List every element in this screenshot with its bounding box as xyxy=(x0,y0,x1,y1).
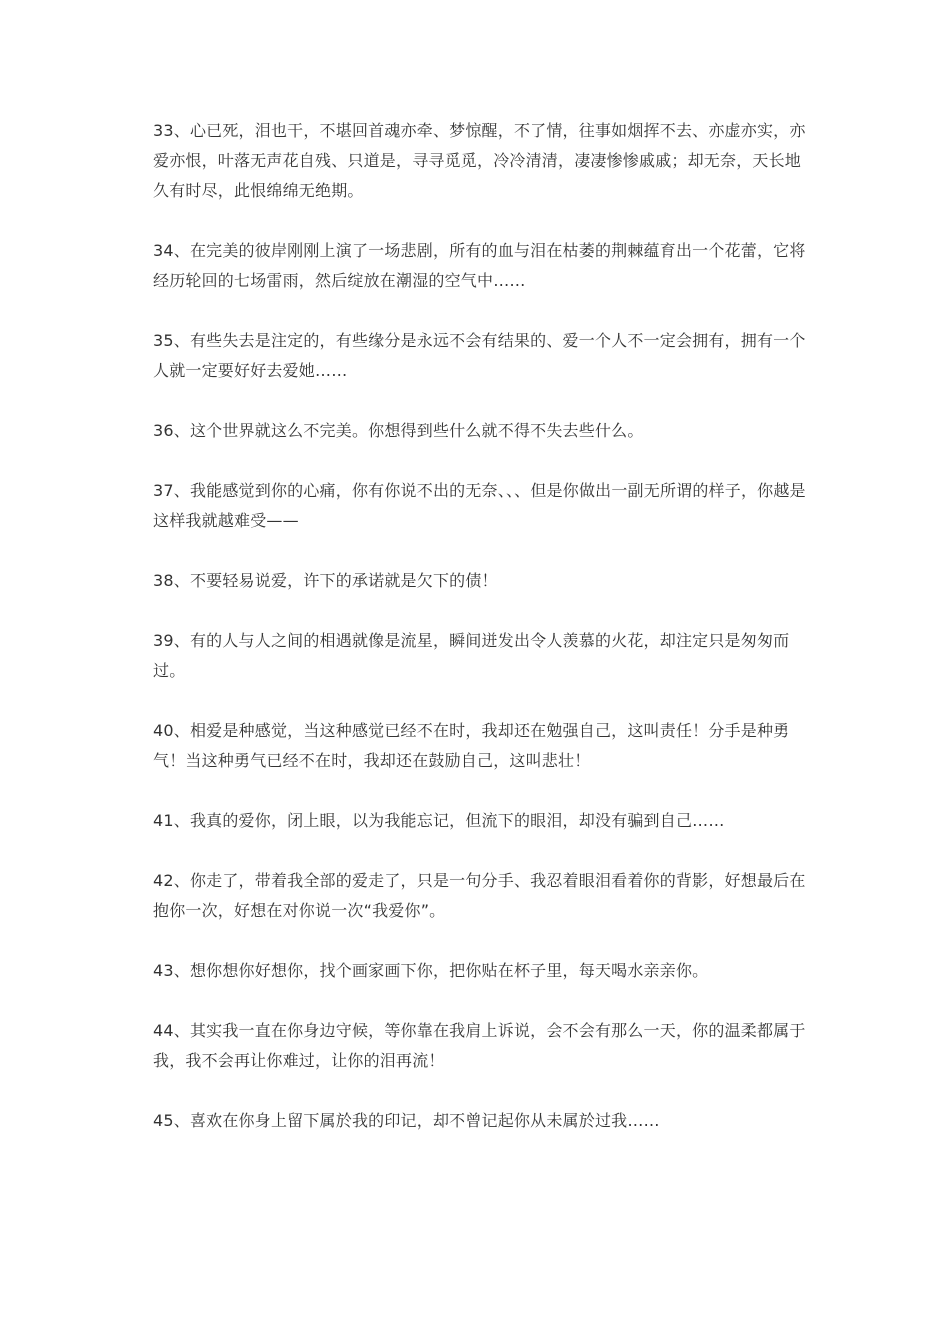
paragraph-37: 37、我能感觉到你的心痛，你有你说不出的无奈、、、但是你做出一副无所谓的样子，你越是这样我就越难受—— xyxy=(153,481,806,530)
paragraph-45: 45、喜欢在你身上留下属於我的印记，却不曾记起你从未属於过我…… xyxy=(153,1111,660,1130)
paragraph-40: 40、相爱是种感觉，当这种感觉已经不在时，我却还在勉强自己，这叫责任！分手是种勇气！当这种勇气已经不在时，我却还在鼓励自己，这叫悲壮！ xyxy=(153,721,790,770)
paragraph-43: 43、想你想你好想你，找个画家画下你，把你贴在杯子里，每天喝水亲亲你。 xyxy=(153,961,709,980)
paragraph-44: 44、其实我一直在你身边守候，等你靠在我肩上诉说，会不会有那么一天，你的温柔都属于我，我不会再让你难过，让你的泪再流！ xyxy=(153,1021,806,1070)
paragraph-35: 35、有些失去是注定的，有些缘分是永远不会有结果的、爱一个人不一定会拥有，拥有一个人就一定要好好去爱她…… xyxy=(153,331,806,380)
paragraph-34: 34、在完美的彼岸刚刚上演了一场悲剧，所有的血与泪在枯萎的荆棘蕴育出一个花蕾，它将经历轮回的七场雷雨，然后绽放在潮湿的空气中…… xyxy=(153,241,806,290)
paragraph-41: 41、我真的爱你，闭上眼，以为我能忘记，但流下的眼泪，却没有骗到自己…… xyxy=(153,811,725,830)
paragraph-33: 33、心已死，泪也干，不堪回首魂亦牵、梦惊醒，不了情，往事如烟挥不去、亦虚亦实，亦爱亦恨，叶落无声花自残、只道是，寻寻觅觅，冷冷清清，凄凄惨惨戚戚；却无奈，天长地久有时尽，此恨绵绵无绝期。 xyxy=(153,121,806,200)
paragraph-39: 39、有的人与人之间的相遇就像是流星，瞬间迸发出令人羡慕的火花，却注定只是匆匆而过。 xyxy=(153,631,790,680)
document-body xyxy=(153,116,813,1166)
paragraph-42: 42、你走了，带着我全部的爱走了，只是一句分手、我忍着眼泪看着你的背影，好想最后在抱你一次，好想在对你说一次“我爱你”。 xyxy=(153,871,806,920)
paragraph-36: 36、这个世界就这么不完美。你想得到些什么就不得不失去些什么。 xyxy=(153,421,644,440)
paragraph-38: 38、不要轻易说爱，许下的承诺就是欠下的债！ xyxy=(153,571,498,590)
